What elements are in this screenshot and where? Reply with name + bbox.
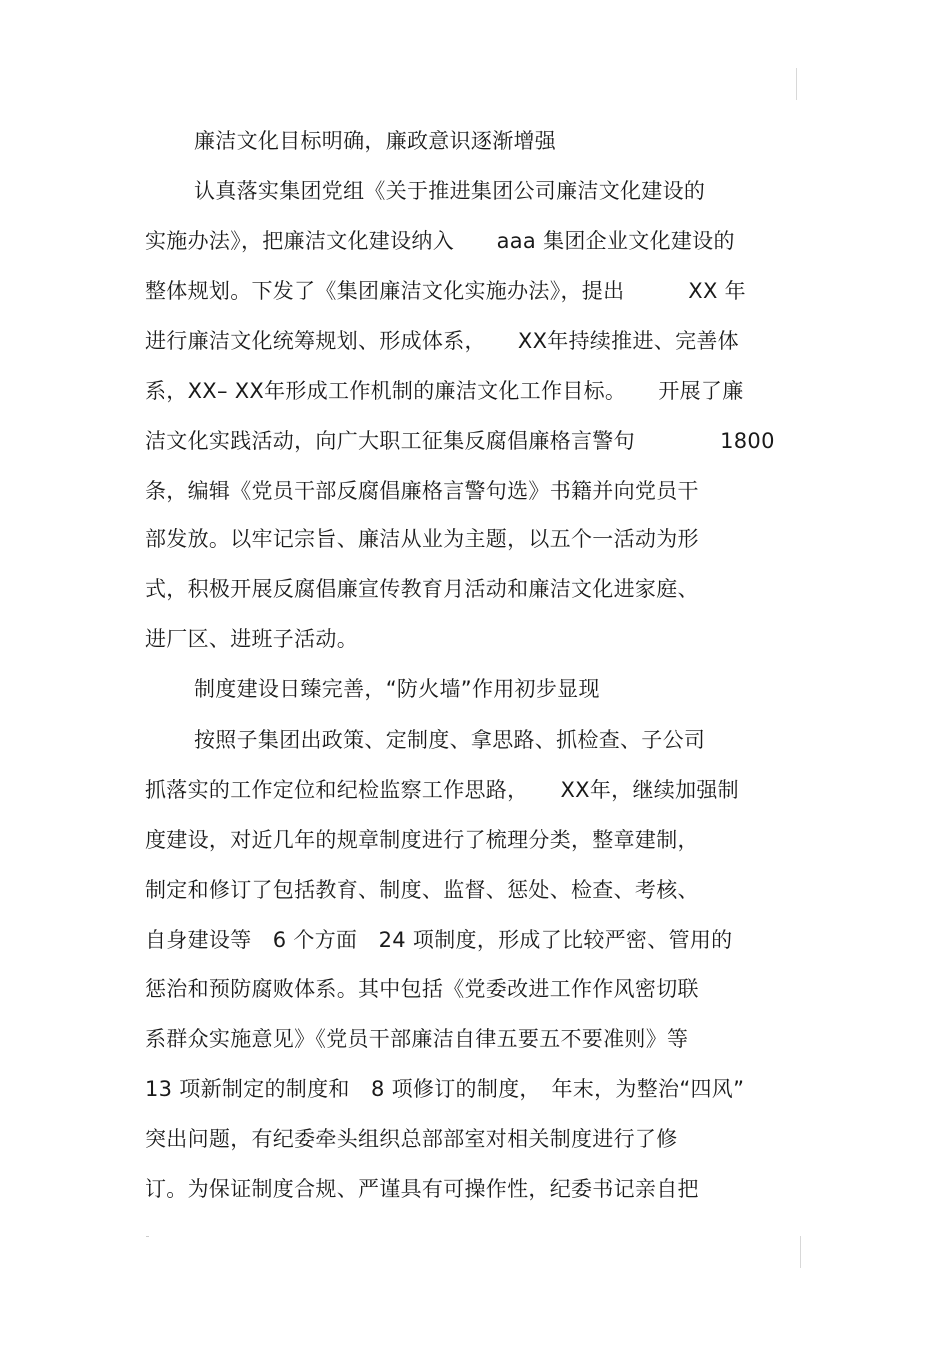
- page-edge-mark-bottom: [800, 1236, 801, 1268]
- paragraph-line: 洁文化实践活动，向广大职工征集反腐倡廉格言警句 1800: [145, 429, 775, 453]
- paragraph-line: 整体规划。下发了《集团廉洁文化实施办法》，提出 XX 年: [145, 279, 746, 303]
- paragraph-line: 突出问题，有纪委牵头组织总部部室对相关制度进行了修: [145, 1127, 678, 1151]
- paragraph-line: 系，XX– XX年形成工作机制的廉洁文化工作目标。 开展了廉: [145, 379, 744, 403]
- paragraph-line: 部发放。以牢记宗旨、廉洁从业为主题，以五个一活动为形: [145, 527, 699, 551]
- paragraph-line: 订。为保证制度合规、严谨具有可操作性，纪委书记亲自把: [145, 1177, 699, 1201]
- paragraph-line: 进行廉洁文化统筹规划、形成体系， XX年持续推进、完善体: [145, 329, 739, 353]
- section-heading: 制度建设日臻完善，“防火墙”作用初步显现: [194, 677, 600, 701]
- paragraph-line: 自身建设等 6 个方面 24 项制度，形成了比较严密、管用的: [145, 928, 733, 952]
- paragraph-line: 认真落实集团党组《关于推进集团公司廉洁文化建设的: [194, 179, 706, 203]
- paragraph-line: 系群众实施意见》《党员干部廉洁自律五要五不要准则》等: [145, 1027, 689, 1051]
- page-corner-mark: [146, 1236, 149, 1237]
- paragraph-line: 抓落实的工作定位和纪检监察工作思路， XX年，继续加强制: [145, 778, 739, 802]
- page-edge-mark-top: [796, 68, 797, 100]
- section-heading: 廉洁文化目标明确，廉政意识逐渐增强: [194, 129, 557, 153]
- paragraph-line: 惩治和预防腐败体系。其中包括《党委改进工作作风密切联: [145, 977, 699, 1001]
- paragraph-line: 按照子集团出政策、定制度、拿思路、抓检查、子公司: [194, 728, 706, 752]
- paragraph-line: 度建设，对近几年的规章制度进行了梳理分类，整章建制，: [145, 828, 699, 852]
- paragraph-line: 条，编辑《党员干部反腐倡廉格言警句选》书籍并向党员干: [145, 479, 699, 503]
- paragraph-line: 制定和修订了包括教育、制度、监督、惩处、检查、考核、: [145, 878, 699, 902]
- paragraph-line: 进厂区、进班子活动。: [145, 627, 358, 651]
- paragraph-line: 13 项新制定的制度和 8 项修订的制度， 年末，为整治“四风”: [145, 1077, 745, 1101]
- paragraph-line: 实施办法》，把廉洁文化建设纳入 aaa 集团企业文化建设的: [145, 229, 735, 253]
- paragraph-line: 式，积极开展反腐倡廉宣传教育月活动和廉洁文化进家庭、: [145, 577, 699, 601]
